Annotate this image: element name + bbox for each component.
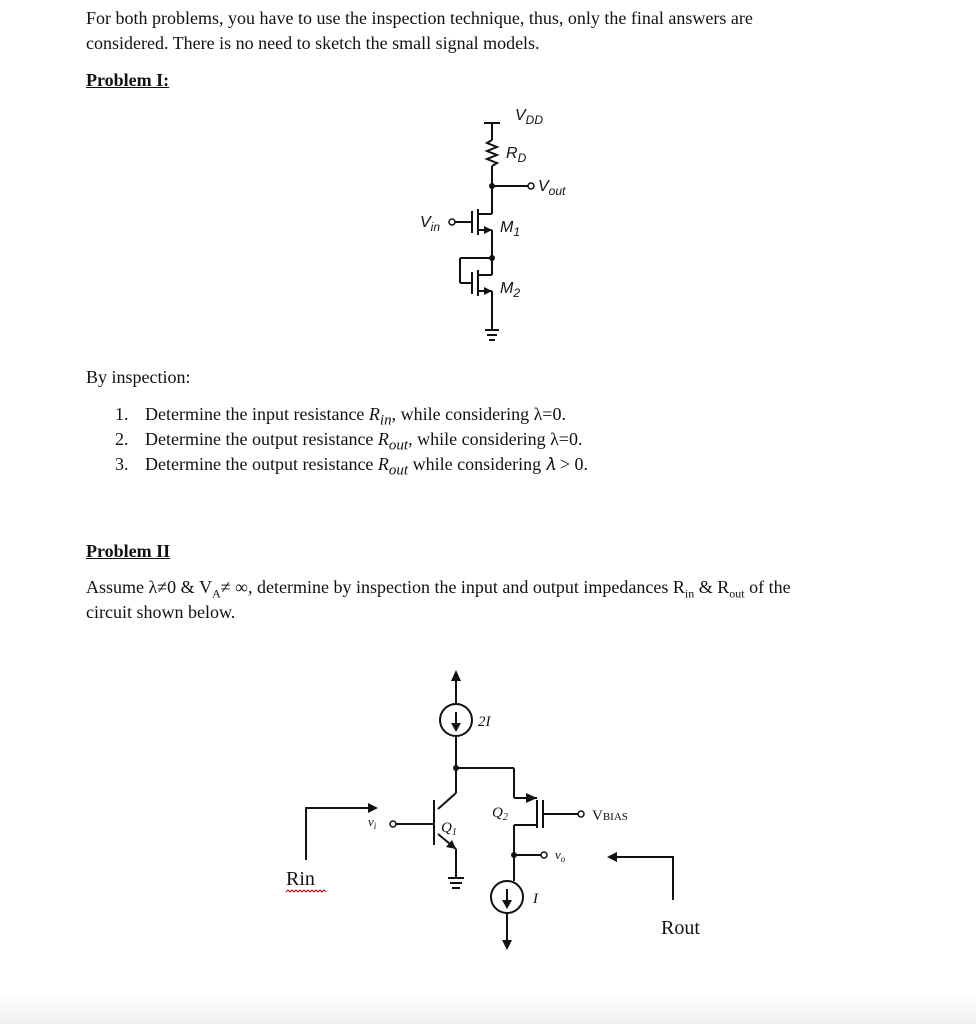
problem-2-line-1: Assume λ≠0 & $V_A\ne$ ∞, determine by inspection the input and output impedances $R_{in}$ & $R_{out}$ of the: [86, 577, 791, 601]
by-inspection: By inspection:: [86, 367, 191, 387]
rout-label: Rout: [661, 917, 700, 939]
vout-label: $V_{out}$: [538, 178, 566, 198]
intro-line-2: considered. There is no need to sketch the small signal models.: [86, 33, 540, 53]
problem-1-heading: Problem I:: [86, 70, 170, 90]
list-item: 2. Determine the output resistance $R_{out}$, while considering λ=0.: [115, 429, 583, 454]
src-i-label: I: [533, 891, 538, 907]
m1-label: $M_1$: [500, 219, 521, 239]
vin-label: $V_{in}$: [420, 214, 441, 234]
list-item: 1. Determine the input resistance $R_{in}$, while considering λ=0.: [115, 404, 566, 429]
intro-line-1: For both problems, you have to use the inspection technique, thus, only the final answers are: [86, 8, 753, 28]
rd-label: $R_D$: [506, 145, 527, 165]
problem-2-heading: Problem II: [86, 541, 171, 561]
vdd-label: $V_{DD}$: [515, 107, 544, 127]
q1-label: $Q_1$: [441, 820, 457, 838]
vbias-label: VBIAS: [592, 808, 628, 824]
problem-2-line-2: circuit shown below.: [86, 602, 236, 622]
vo-label: $v_o$: [555, 847, 566, 864]
page-bottom-shade: [0, 992, 976, 1024]
list-item: 3. Determine the output resistance $R_{out}$ while considering 𝜆 > 0.: [115, 454, 589, 479]
rin-label: Rin: [286, 868, 315, 890]
q2-label: $Q_2$: [492, 805, 508, 823]
src-2i-label: 2I: [478, 714, 491, 730]
vi-label: $v_i$: [368, 814, 377, 831]
spellcheck-underline: [286, 890, 326, 892]
m2-label: $M_2$: [500, 280, 521, 300]
